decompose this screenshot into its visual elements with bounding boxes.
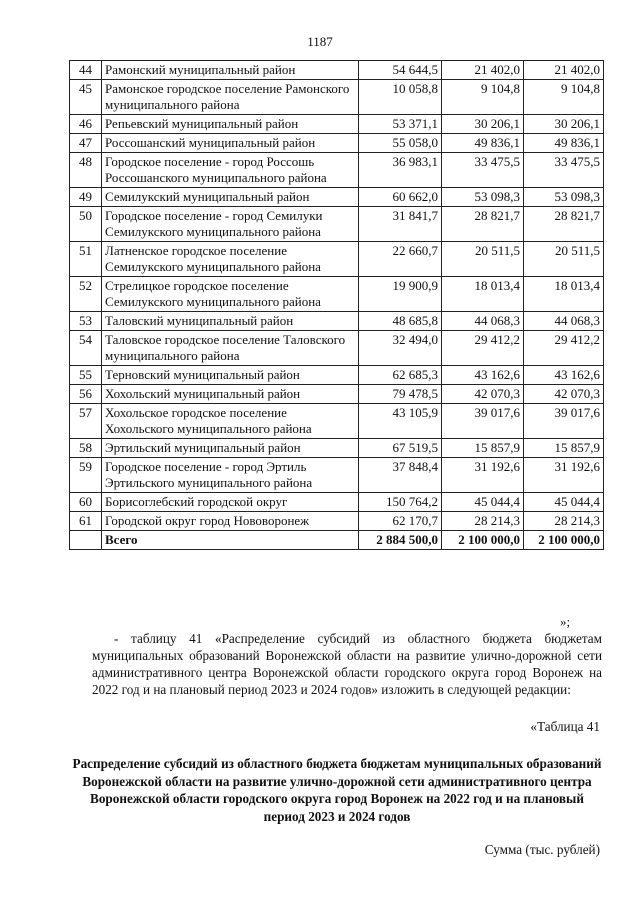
amount-col-3: 20 511,5 xyxy=(524,242,604,277)
amount-col-2: 44 068,3 xyxy=(442,312,524,331)
amount-col-1: 32 494,0 xyxy=(359,331,442,366)
table-row xyxy=(70,404,604,439)
amount-col-1: 67 519,5 xyxy=(359,439,442,458)
municipality-name: Городское поселение - город Семилуки Семилукского муниципального района xyxy=(102,207,359,242)
table-row xyxy=(70,331,604,366)
table-row xyxy=(70,312,604,331)
amount-col-3: 49 836,1 xyxy=(524,134,604,153)
amount-col-1: 31 841,7 xyxy=(359,207,442,242)
row-number: 54 xyxy=(70,331,102,366)
amount-col-2: 43 162,6 xyxy=(442,366,524,385)
municipality-name: Россошанский муниципальный район xyxy=(102,134,359,153)
table-row xyxy=(70,153,604,188)
amount-col-1: 53 371,1 xyxy=(359,115,442,134)
amount-col-2: 30 206,1 xyxy=(442,115,524,134)
amount-col-2: 39 017,6 xyxy=(442,404,524,439)
table-row xyxy=(70,385,604,404)
table-row xyxy=(70,61,604,80)
table-row xyxy=(70,439,604,458)
amount-col-2: 20 511,5 xyxy=(442,242,524,277)
municipality-name: Терновский муниципальный район xyxy=(102,366,359,385)
amount-col-3: 33 475,5 xyxy=(524,153,604,188)
page-number: 1187 xyxy=(307,34,333,49)
amount-col-2: 28 821,7 xyxy=(442,207,524,242)
amount-col-1: 62 685,3 xyxy=(359,366,442,385)
municipality-name: Борисоглебский городской округ xyxy=(102,493,359,512)
table-row xyxy=(70,277,604,312)
municipality-name: Всего xyxy=(102,531,359,550)
quote-close: »; xyxy=(560,614,571,629)
amount-col-3: 42 070,3 xyxy=(524,385,604,404)
municipality-name: Хохольский муниципальный район xyxy=(102,385,359,404)
municipality-name: Рамонское городское поселение Рамонского муниципального района xyxy=(102,80,359,115)
row-number: 61 xyxy=(70,512,102,531)
amount-col-2: 18 013,4 xyxy=(442,277,524,312)
amount-col-3: 30 206,1 xyxy=(524,115,604,134)
municipality-name: Городское поселение - город Россошь Россошанского муниципального района xyxy=(102,153,359,188)
amount-col-3: 39 017,6 xyxy=(524,404,604,439)
row-number: 48 xyxy=(70,153,102,188)
amount-col-3: 9 104,8 xyxy=(524,80,604,115)
amount-col-2: 2 100 000,0 xyxy=(442,531,524,550)
municipality-name: Семилукский муниципальный район xyxy=(102,188,359,207)
amount-col-1: 62 170,7 xyxy=(359,512,442,531)
table-row xyxy=(70,80,604,115)
row-number: 50 xyxy=(70,207,102,242)
row-number: 47 xyxy=(70,134,102,153)
municipality-name: Таловский муниципальный район xyxy=(102,312,359,331)
amount-col-1: 22 660,7 xyxy=(359,242,442,277)
section-heading: Распределение субсидий из областного бюджета бюджетам муниципальных образований Воронежской области на развитие улично-дорожной сети административного центра Воронежской области городского округа город Воронеж на 2022 год и на плановый период 2023 и 2024 годов xyxy=(72,756,602,824)
row-number: 60 xyxy=(70,493,102,512)
row-number: 58 xyxy=(70,439,102,458)
amount-col-2: 45 044,4 xyxy=(442,493,524,512)
municipality-name: Городское поселение - город Эртиль Эртильского муниципального района xyxy=(102,458,359,493)
amount-col-3: 53 098,3 xyxy=(524,188,604,207)
row-number: 56 xyxy=(70,385,102,404)
amount-col-2: 21 402,0 xyxy=(442,61,524,80)
amount-col-1: 2 884 500,0 xyxy=(359,531,442,550)
table-row xyxy=(70,366,604,385)
municipality-name: Рамонский муниципальный район xyxy=(102,61,359,80)
row-number: 59 xyxy=(70,458,102,493)
units-label: Сумма (тыс. рублей) xyxy=(484,842,600,857)
amount-col-1: 36 983,1 xyxy=(359,153,442,188)
amount-col-1: 79 478,5 xyxy=(359,385,442,404)
amount-col-3: 43 162,6 xyxy=(524,366,604,385)
municipality-name: Городской округ город Нововоронеж xyxy=(102,512,359,531)
amount-col-3: 44 068,3 xyxy=(524,312,604,331)
subsidy-table xyxy=(69,60,604,550)
table-row xyxy=(70,207,604,242)
table-row xyxy=(70,493,604,512)
table-body xyxy=(70,61,604,550)
table-row xyxy=(70,115,604,134)
amount-col-3: 28 821,7 xyxy=(524,207,604,242)
row-number: 51 xyxy=(70,242,102,277)
amount-col-2: 42 070,3 xyxy=(442,385,524,404)
amount-col-1: 48 685,8 xyxy=(359,312,442,331)
row-number xyxy=(70,531,102,550)
amount-col-1: 10 058,8 xyxy=(359,80,442,115)
amount-col-3: 15 857,9 xyxy=(524,439,604,458)
row-number: 55 xyxy=(70,366,102,385)
amount-col-3: 28 214,3 xyxy=(524,512,604,531)
amount-col-2: 33 475,5 xyxy=(442,153,524,188)
row-number: 45 xyxy=(70,80,102,115)
amount-col-2: 15 857,9 xyxy=(442,439,524,458)
row-number: 46 xyxy=(70,115,102,134)
amount-col-2: 53 098,3 xyxy=(442,188,524,207)
municipality-name: Латненское городское поселение Семилукского муниципального района xyxy=(102,242,359,277)
table-row xyxy=(70,242,604,277)
municipality-name: Хохольское городское поселение Хохольского муниципального района xyxy=(102,404,359,439)
amendment-paragraph: - таблицу 41 «Распределение субсидий из областного бюджета бюджетам муниципальных образований Воронежской области на развитие улично-дорожной сети административного центра Воронежской области городского округа город Воронеж на 2022 год и на плановый период 2023 и 2024 годов» изложить в следующей редакции: xyxy=(92,631,602,697)
amount-col-2: 29 412,2 xyxy=(442,331,524,366)
row-number: 52 xyxy=(70,277,102,312)
table-reference: «Таблица 41 xyxy=(530,719,600,734)
amount-col-3: 2 100 000,0 xyxy=(524,531,604,550)
amount-col-3: 31 192,6 xyxy=(524,458,604,493)
table-row xyxy=(70,134,604,153)
amount-col-2: 49 836,1 xyxy=(442,134,524,153)
municipality-name: Таловское городское поселение Таловского муниципального района xyxy=(102,331,359,366)
municipality-name: Стрелицкое городское поселение Семилукского муниципального района xyxy=(102,277,359,312)
amount-col-1: 150 764,2 xyxy=(359,493,442,512)
table-row xyxy=(70,458,604,493)
municipality-name: Эртильский муниципальный район xyxy=(102,439,359,458)
amount-col-1: 43 105,9 xyxy=(359,404,442,439)
amount-col-3: 29 412,2 xyxy=(524,331,604,366)
amount-col-3: 21 402,0 xyxy=(524,61,604,80)
amount-col-3: 45 044,4 xyxy=(524,493,604,512)
amount-col-1: 55 058,0 xyxy=(359,134,442,153)
amount-col-1: 60 662,0 xyxy=(359,188,442,207)
row-number: 44 xyxy=(70,61,102,80)
amount-col-2: 9 104,8 xyxy=(442,80,524,115)
row-number: 57 xyxy=(70,404,102,439)
amount-col-2: 31 192,6 xyxy=(442,458,524,493)
table-total-row xyxy=(70,531,604,550)
amount-col-3: 18 013,4 xyxy=(524,277,604,312)
amount-col-2: 28 214,3 xyxy=(442,512,524,531)
row-number: 49 xyxy=(70,188,102,207)
table-row xyxy=(70,512,604,531)
amount-col-1: 54 644,5 xyxy=(359,61,442,80)
amount-col-1: 37 848,4 xyxy=(359,458,442,493)
amount-col-1: 19 900,9 xyxy=(359,277,442,312)
row-number: 53 xyxy=(70,312,102,331)
municipality-name: Репьевский муниципальный район xyxy=(102,115,359,134)
table-row xyxy=(70,188,604,207)
